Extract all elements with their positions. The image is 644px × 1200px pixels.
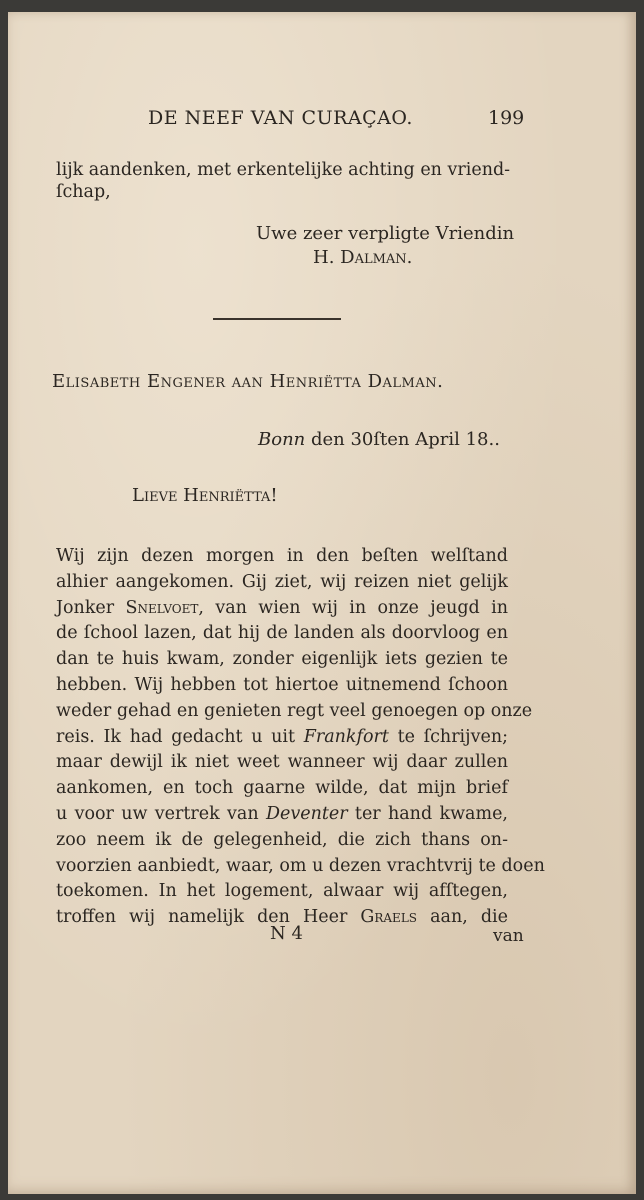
signature-mark: N 4: [270, 923, 303, 944]
body-line: [56, 675, 508, 695]
dateline-place: Bonn: [258, 429, 306, 450]
body-line: [56, 804, 508, 824]
closing-signature: Uwe zeer verpligte Vriendin: [256, 223, 515, 244]
body-text-run: te ſchrijven;: [388, 726, 508, 747]
body-text-run: dan te huis kwam, zonder eigenlijk iets gezien te: [56, 649, 508, 670]
body-text-run: voorzien aanbiedt, waar, om u dezen vrachtvrij te doen: [56, 855, 545, 876]
body-text-run: toekomen. In het logement, alwaar wij afſtegen,: [56, 881, 508, 902]
body-text-run: , van wien wij in onze jeugd in: [198, 597, 508, 618]
book-page: [8, 12, 636, 1194]
catchword: van: [493, 926, 524, 946]
section-divider: [213, 318, 341, 320]
body-line: [56, 855, 545, 876]
salutation: Lieve Henriëtta!: [132, 485, 278, 506]
signer-name: H. Dalman.: [313, 247, 413, 268]
body-line: [56, 598, 508, 618]
running-title: DE NEEF VAN CURAÇAO.: [148, 107, 413, 129]
body-line: [56, 830, 508, 850]
closing-line: ſchap,: [56, 182, 111, 202]
body-text-run: aankomen, en toch gaarne wilde, dat mijn brief: [56, 778, 508, 799]
body-line: [56, 752, 508, 772]
italic-place-name: Frankfort: [303, 726, 389, 747]
body-text-run: maar dewijl ik niet weet wanneer wij daar zullen: [56, 752, 508, 773]
body-line: [56, 700, 533, 721]
body-text-run: aan, die: [417, 907, 509, 928]
body-text-run: u voor uw vertrek van: [56, 804, 266, 824]
body-text-run: ter hand kwame,: [347, 804, 508, 824]
body-text-run: Wij zijn dezen morgen in den beſten welſtand: [56, 546, 508, 566]
body-line: [56, 546, 508, 566]
letter-heading: Elisabeth Engener aan Henriëtta Dalman.: [52, 371, 444, 392]
body-line: [56, 649, 508, 669]
small-caps-name: Graels: [360, 907, 418, 928]
body-text-run: reis. Ik had gedacht u uit: [56, 726, 304, 747]
body-line: [56, 623, 508, 643]
italic-place-name: Deventer: [265, 804, 348, 824]
dateline: [258, 430, 500, 450]
body-text-run: alhier aangekomen. Gij ziet, wij reizen niet gelijk: [56, 571, 508, 592]
body-text-run: hebben. Wij hebben tot hiertoe uitnemend ſchoon: [56, 675, 508, 695]
small-caps-name: Snelvoet: [125, 597, 199, 618]
body-text-run: weder gehad en genieten regt veel genoegen op onze: [56, 700, 533, 721]
body-text-run: de ſchool lazen, dat hij de landen als doorvloog en: [56, 623, 508, 644]
body-line: [56, 572, 508, 592]
dateline-date: den 30ſten April 18..: [310, 429, 500, 450]
body-line: [56, 727, 508, 747]
body-text-run: Jonker: [56, 597, 126, 618]
body-line: [56, 778, 508, 798]
body-text-run: troffen wij namelijk den Heer: [56, 907, 361, 928]
page-number: 199: [488, 107, 525, 129]
body-line: [56, 881, 508, 901]
body-text-run: zoo neem ik de gelegenheid, die zich thans on-: [56, 829, 508, 850]
closing-line: lijk aandenken, met erkentelijke achting en vriend-: [56, 160, 511, 180]
